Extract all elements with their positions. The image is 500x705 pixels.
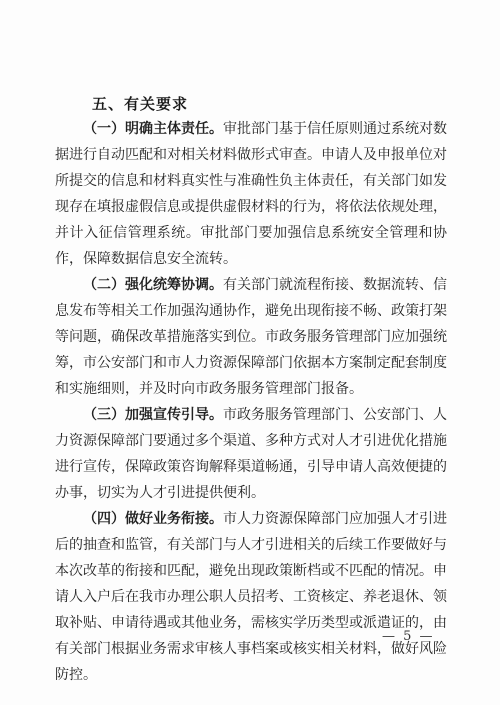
paragraph-heading: （三）加强宣传引导。: [83, 407, 223, 423]
paragraph-text: 有关部门就流程衔接、数据流转、信息发布等相关工作加强沟通协作，避免出现衔接不畅、政策打架等问题，确保改革措施落实到位。市政务服务管理部门应加强统筹，市公安部门和市人力资源保障部门依据本方案制定配套制度和实施细则，并及时向市政务服务管理部门报备。: [55, 277, 447, 397]
paragraph-heading: （四）做好业务衔接。: [83, 511, 223, 527]
document-body: [55, 116, 447, 688]
paragraph-publicity: [55, 402, 447, 506]
page-number: — 5 —: [382, 629, 435, 644]
paragraph-business: [55, 506, 447, 688]
paragraph-text: 市政务服务管理部门、公安部门、人力资源保障部门要通过多个渠道、多种方式对人才引进优化措施进行宣传，保障政策咨询解释渠道畅通，引导申请人高效便捷的办事，切实为人才引进提供便利。: [55, 407, 447, 501]
section-title: 五、有关要求: [92, 95, 189, 113]
paragraph-text: 审批部门基于信任原则通过系统对数据进行自动匹配和对相关材料做形式审查。申请人及申报单位对所提交的信息和材料真实性与准确性负主体责任，有关部门如发现存在填报虚假信息或提供虚假材料的行为，将依法依规处理，并计入征信管理系统。审批部门要加强信息系统安全管理和协作，保障数据信息安全流转。: [55, 121, 447, 267]
paragraph-text: 市人力资源保障部门应加强人才引进后的抽查和监管，有关部门与人才引进相关的后续工作要做好与本次改革的衔接和匹配，避免出现政策断档或不匹配的情况。申请人入户后在我市办理公职人员招考、工资核定、养老退休、领取补贴、申请待遇或其他业务，需核实学历类型或派遣证的，由有关部门根据业务需求审核人事档案或核实相关材料，做好风险防控。: [55, 511, 447, 683]
paragraph-coordination: [55, 272, 447, 402]
paragraph-heading: （一）明确主体责任。: [83, 121, 223, 137]
paragraph-responsibility: [55, 116, 447, 272]
paragraph-heading: （二）强化统筹协调。: [83, 277, 223, 293]
